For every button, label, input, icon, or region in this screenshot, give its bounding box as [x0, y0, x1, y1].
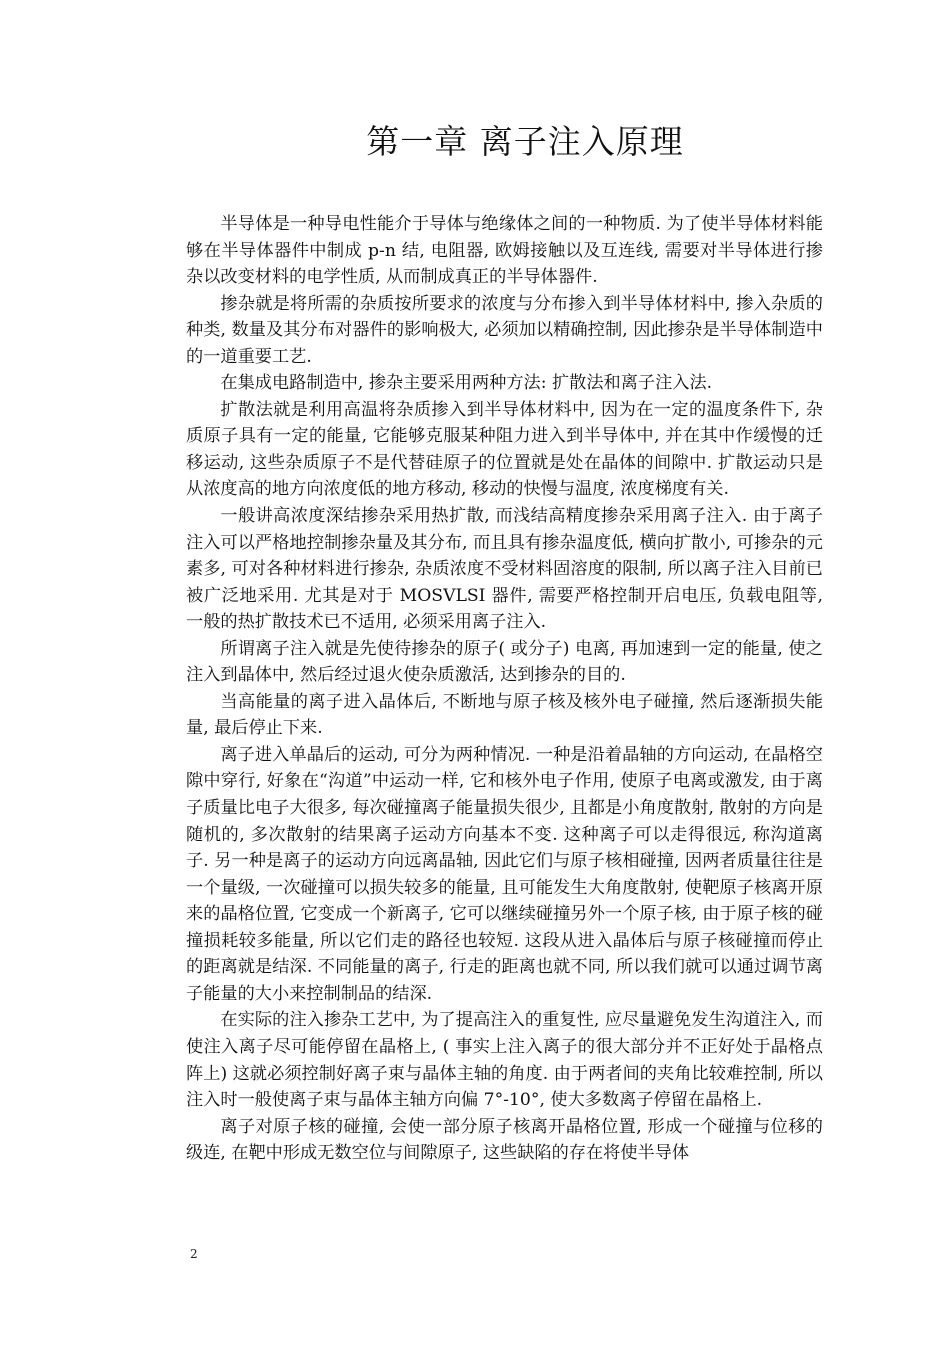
page-number: 2 [190, 1247, 198, 1261]
paragraph-intro: 半导体是一种导电性能介于导体与绝缘体之间的一种物质. 为了使半导体材料能够在半导体器件中制成 p-n 结, 电阻器, 欧姆接触以及互连线, 需要对半导体进行掺杂以改变材料的电学性质, 从而制成真正的半导体器件. [186, 214, 823, 288]
paragraph-comparison: 一般讲高浓度深结掺杂采用热扩散, 而浅结高精度掺杂采用离子注入. 由于离子注入可以严格地控制掺杂量及其分布, 而且具有掺杂温度低, 横向扩散小, 可掺杂的元素多, 可对各种材料进行掺杂, 杂质浓度不受材料固溶度的限制, 所以离子注入目前已被广泛地采用. 尤其是对于 MOSVLSI 器件, 需要严格控制开启电压, 负载电阻等, 一般的热扩散技术已不适用, 必须采用离子注入. [186, 506, 823, 633]
paragraph-definition: 所谓离子注入就是先使待掺杂的原子( 或分子) 电离, 再加速到一定的能量, 使之注入到晶体中, 然后经过退火使杂质激活, 达到掺杂的目的. [186, 638, 823, 686]
paragraph-diffusion: 扩散法就是利用高温将杂质掺入到半导体材料中, 因为在一定的温度条件下, 杂质原子具有一定的能量, 它能够克服某种阻力进入到半导体中, 并在其中作缓慢的迁移运动, 这些杂质原子不是代替硅原子的位置就是处在晶体的间隙中. 扩散运动只是从浓度高的地方向浓度低的地方移动, 移动的快慢与温度, 浓度梯度有关. [186, 399, 823, 500]
paragraph-methods: 在集成电路制造中, 掺杂主要采用两种方法: 扩散法和离子注入法. [220, 373, 713, 394]
body-text [186, 211, 823, 1167]
paragraph-energy-loss: 当高能量的离子进入晶体后, 不断地与原子核及核外电子碰撞, 然后逐渐损失能量, 最后停止下来. [186, 691, 823, 739]
paragraph-channeling: 离子进入单晶后的运动, 可分为两种情况. 一种是沿着晶轴的方向运动, 在晶格空隙中穿行, 好象在“沟道”中运动一样, 它和核外电子作用, 使原子电离或激发, 由于离子质量比电子大很多, 每次碰撞离子能量损失很少, 且都是小角度散射, 散射的方向是随机的, 多次散射的结果离子运动方向基本不变. 这种离子可以走得很远, 称沟道离子. 另一种是离子的运动方向远离晶轴, 因此它们与原子核相碰撞, 因两者质量往往是一个量级, 一次碰撞可以损失较多的能量, 且可能发生大角度散射, 使靶原子核离开原来的晶格位置, 它变成一个新离子, 它可以继续碰撞另外一个原子核, 由于原子核的碰撞损耗较多能量, 所以它们走的路径也较短. 这段从进入晶体后与原子核碰撞而停止的距离就是结深. 不同能量的离子, 行走的距离也就不同, 所以我们就可以通过调节离子能量的大小来控制制品的结深. [186, 744, 823, 1004]
paragraph-tilt-angle: 在实际的注入掺杂工艺中, 为了提高注入的重复性, 应尽量避免发生沟道注入, 而使注入离子尽可能停留在晶格上, ( 事实上注入离子的很大部分并不正好处于晶格点阵上) 这就必须控制好离子束与晶体主轴的角度. 由于两者间的夹角比较难控制, 所以注入时一般使离子束与晶体主轴方向偏 7°-10°, 使大多数离子停留在晶格上. [186, 1010, 823, 1111]
paragraph-damage: 离子对原子核的碰撞, 会使一部分原子核离开晶格位置, 形成一个碰撞与位移的级连, 在靶中形成无数空位与间隙原子, 这些缺陷的存在将使半导体 [186, 1116, 823, 1164]
paragraph-doping: 掺杂就是将所需的杂质按所要求的浓度与分布掺入到半导体材料中, 掺入杂质的种类, 数量及其分布对器件的影响极大, 必须加以精确控制, 因此掺杂是半导体制造中的一道重要工艺. [186, 293, 823, 367]
chapter-title: 第一章 离子注入原理 [366, 122, 684, 161]
